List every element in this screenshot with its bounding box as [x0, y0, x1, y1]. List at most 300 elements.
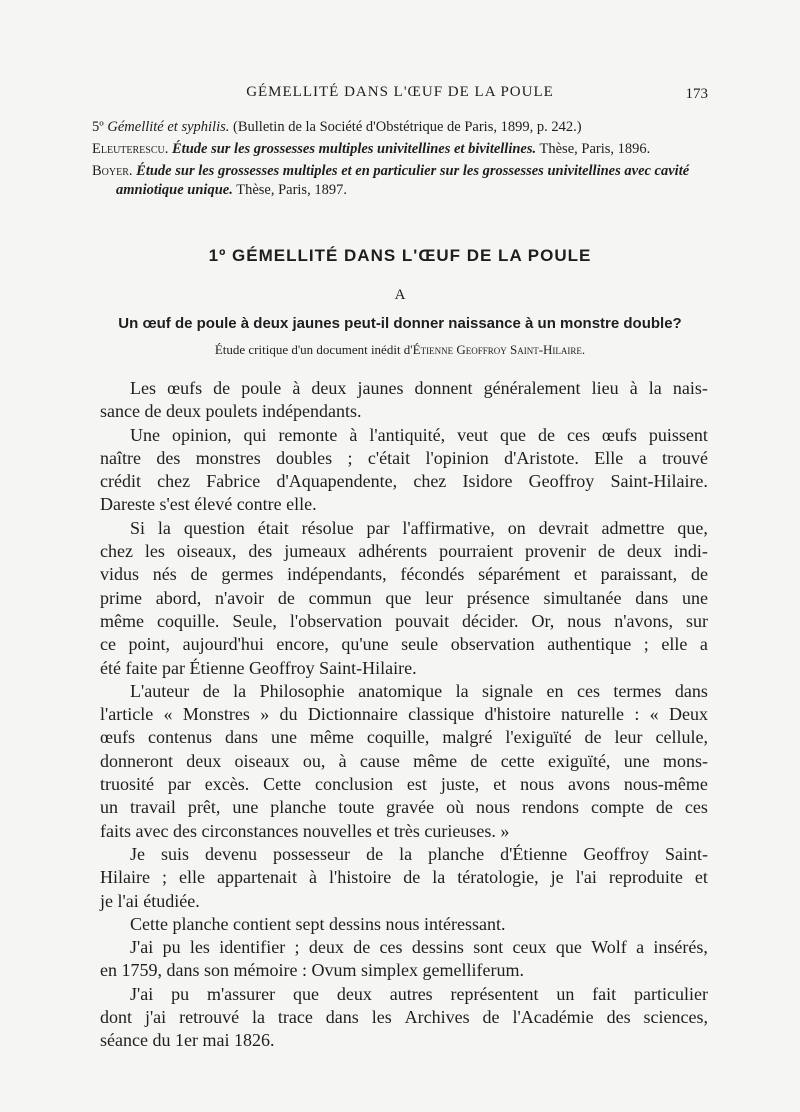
- text-line: [100, 983, 708, 1006]
- text-line: [100, 517, 708, 540]
- word: particulier: [634, 983, 708, 1004]
- word: trace: [277, 1007, 313, 1028]
- word: séparément: [478, 564, 561, 585]
- word: commun: [308, 587, 372, 608]
- word: sont: [473, 937, 504, 958]
- word: Les: [130, 378, 156, 398]
- word: une: [270, 727, 297, 748]
- word: la: [432, 867, 446, 888]
- word: poule: [241, 378, 282, 398]
- text-line: [100, 540, 708, 563]
- word: de: [655, 797, 673, 818]
- word: curieuses.: [424, 820, 501, 841]
- text-line: [100, 680, 708, 703]
- word: elle: [661, 634, 688, 655]
- word: point,: [128, 634, 171, 655]
- word: de: [353, 937, 371, 958]
- word: que: [555, 937, 582, 958]
- word: authentique: [547, 634, 632, 655]
- word: que: [500, 424, 527, 445]
- word: que: [385, 587, 412, 608]
- reference-title: Étude sur les grossesses multiples et en particulier sur les grossesses univitellines avec cavité amniotique unique.: [116, 163, 690, 198]
- word: contient: [232, 913, 296, 934]
- text-line: [100, 1006, 708, 1029]
- word: planche: [428, 843, 485, 864]
- word: a: [636, 937, 645, 958]
- word: la: [157, 517, 171, 538]
- word: remonte: [278, 424, 338, 445]
- word: en: [546, 680, 564, 701]
- word: cette: [500, 750, 535, 771]
- word: l'Académie: [512, 1007, 594, 1028]
- text-line: [100, 750, 708, 773]
- word: Deux: [669, 704, 708, 725]
- word: crédit: [100, 471, 141, 492]
- word: les: [371, 1007, 392, 1028]
- section-question: Un œuf de poule à deux jaunes peut-il donner naissance à un monstre double?: [118, 315, 682, 332]
- word: contenus: [147, 727, 212, 748]
- word: généralement: [483, 378, 581, 398]
- text-line: [100, 493, 708, 516]
- word: ce: [100, 634, 116, 655]
- word: la: [399, 843, 413, 864]
- word: Étienne: [189, 657, 249, 678]
- word: elle.: [286, 494, 317, 515]
- word: qu'une: [341, 634, 389, 655]
- word: rendons: [522, 797, 579, 818]
- word: Je: [130, 843, 145, 864]
- word: donneront: [100, 750, 173, 771]
- word: Geoffroy: [583, 843, 649, 864]
- word: nais-: [672, 378, 708, 398]
- word: Or,: [531, 610, 555, 631]
- word: Seule,: [232, 610, 277, 631]
- word: sance: [100, 401, 145, 422]
- word: je: [100, 890, 118, 911]
- text-line: [100, 447, 708, 470]
- word: nous: [520, 774, 555, 795]
- word: Saint-Hilaire.: [610, 471, 708, 492]
- word: la: [455, 680, 469, 701]
- word: travail: [129, 797, 176, 818]
- word: reproduite: [608, 867, 683, 888]
- word: c'était: [367, 447, 411, 468]
- word: d'Aristote.: [504, 447, 579, 468]
- word: trouvé: [661, 447, 708, 468]
- word: de: [538, 424, 555, 445]
- word: cause: [359, 750, 400, 771]
- word: fécondés: [400, 564, 465, 585]
- text-line: [100, 913, 708, 936]
- word: œufs: [601, 424, 637, 445]
- word: une: [682, 587, 708, 608]
- word: l'histoire: [328, 867, 392, 888]
- word: de: [403, 867, 421, 888]
- word: faits: [100, 820, 136, 841]
- word: des: [156, 447, 181, 468]
- word: l'opinion: [425, 447, 489, 468]
- word: décider.: [462, 610, 519, 631]
- word: Une: [130, 424, 160, 445]
- word: anatomique: [358, 680, 443, 701]
- word: a: [638, 447, 647, 468]
- reference-list: [92, 118, 708, 203]
- text-line: [100, 843, 708, 866]
- word: juste,: [440, 774, 480, 795]
- word: aujourd'hui: [182, 634, 264, 655]
- word: appartenait: [216, 867, 297, 888]
- word: Fabrice: [206, 471, 261, 492]
- word: de: [482, 1007, 500, 1028]
- word: même: [100, 610, 144, 631]
- word: œufs: [167, 378, 203, 398]
- word: prêt,: [187, 797, 221, 818]
- word: Geoffroy: [248, 657, 320, 678]
- word: et: [694, 867, 708, 888]
- word: indépendants.: [261, 401, 362, 422]
- word: m'assurer: [206, 983, 276, 1004]
- word: sur: [685, 610, 708, 631]
- word: classique: [408, 704, 475, 725]
- reference-item: [92, 140, 708, 159]
- word: ces: [566, 424, 590, 445]
- reference-item: [92, 118, 708, 137]
- word: du: [152, 1030, 175, 1051]
- word: J'ai: [130, 937, 154, 958]
- word: de: [690, 564, 708, 585]
- word: ;: [643, 634, 649, 655]
- word: exiguïté,: [547, 750, 611, 771]
- reference-title: Étude sur les grossesses multiples univitellines et bivitellines.: [168, 141, 537, 157]
- word: donnent: [414, 378, 473, 398]
- word: circonstances: [201, 820, 303, 841]
- reference-item: [92, 162, 708, 200]
- text-line: [100, 400, 708, 423]
- text-line: [100, 587, 708, 610]
- word: la: [251, 1007, 265, 1028]
- word: pouvait: [395, 610, 450, 631]
- word: dont: [100, 1007, 133, 1028]
- text-line: [100, 703, 708, 726]
- word: termes: [613, 680, 662, 701]
- word: par: [366, 517, 390, 538]
- word: »: [500, 820, 510, 841]
- word: identifier: [219, 937, 286, 958]
- word: de: [202, 680, 220, 701]
- word: Cette: [263, 774, 302, 795]
- word: signale: [482, 680, 534, 701]
- word: Saint-Hilaire.: [319, 657, 417, 678]
- word: l'ai: [575, 867, 597, 888]
- word: mons-: [663, 750, 708, 771]
- word: des: [606, 1007, 631, 1028]
- word: coquille.: [156, 610, 220, 631]
- word: Philosophie: [259, 680, 345, 701]
- word: l'article: [100, 704, 154, 725]
- text-line: [100, 890, 708, 913]
- section-subtitle: [0, 342, 800, 358]
- word: 1826.: [233, 1030, 275, 1051]
- word: mai: [202, 1030, 234, 1051]
- word: oiseaux: [234, 750, 290, 771]
- word: autres: [389, 983, 433, 1004]
- text-line: [100, 866, 708, 889]
- word: séance: [100, 1030, 153, 1051]
- word: été: [100, 657, 126, 678]
- word: germes: [221, 564, 274, 585]
- word: par: [161, 657, 190, 678]
- word: jumeaux: [284, 541, 347, 562]
- word: de: [584, 727, 602, 748]
- word: truosité: [100, 774, 154, 795]
- word: contre: [236, 494, 287, 515]
- text-line: [100, 1029, 708, 1052]
- word: Ovum: [311, 960, 362, 981]
- word: indépendants,: [287, 564, 387, 585]
- word: planche: [270, 797, 327, 818]
- word: question: [183, 517, 245, 538]
- word: que,: [677, 517, 708, 538]
- word: abord,: [155, 587, 202, 608]
- word: pu: [171, 983, 190, 1004]
- word: naître: [100, 447, 141, 468]
- word: devenu: [205, 843, 258, 864]
- word: nés: [152, 564, 177, 585]
- reference-details: Thèse, Paris, 1897.: [232, 182, 347, 198]
- word: possesseur: [273, 843, 351, 864]
- word: admettre: [601, 517, 665, 538]
- word: puissent: [648, 424, 708, 445]
- word: devrait: [538, 517, 589, 538]
- word: simplex: [361, 960, 423, 981]
- reference-author: Boyer.: [92, 163, 133, 179]
- word: opinion,: [171, 424, 232, 445]
- word: insérés,: [653, 937, 708, 958]
- word: deux: [336, 983, 372, 1004]
- word: vidus: [100, 564, 140, 585]
- word: ces: [684, 797, 708, 818]
- word: Wolf: [591, 937, 627, 958]
- word: toute: [338, 797, 375, 818]
- word: planche: [172, 913, 233, 934]
- word: ;: [347, 447, 353, 468]
- word: deux: [311, 378, 347, 398]
- word: retrouvé: [179, 1007, 240, 1028]
- word: encore,: [276, 634, 329, 655]
- word: à: [629, 378, 638, 398]
- word: de: [213, 378, 231, 398]
- word: est: [406, 774, 427, 795]
- word: deux: [308, 937, 344, 958]
- word: excès.: [204, 774, 250, 795]
- body-text: [100, 377, 708, 1053]
- word: l'ai: [117, 890, 144, 911]
- reference-details: (Bulletin de la Société d'Obstétrique de Paris, 1899, p. 242.): [229, 119, 582, 135]
- word: avec: [135, 820, 173, 841]
- word: conclusion: [315, 774, 394, 795]
- word: gravée: [386, 797, 435, 818]
- word: était: [257, 517, 289, 538]
- word: sciences,: [643, 1007, 708, 1028]
- word: du: [279, 704, 298, 725]
- word: nouvelles: [302, 820, 377, 841]
- word: Saint-: [664, 843, 708, 864]
- word: résolue: [301, 517, 354, 538]
- word: une: [623, 750, 650, 771]
- word: «: [649, 704, 659, 725]
- word: dans: [166, 960, 204, 981]
- word: représentent: [450, 983, 539, 1004]
- word: Isidore: [462, 471, 513, 492]
- word: nous: [476, 797, 511, 818]
- word: ceux: [512, 937, 547, 958]
- text-line: [100, 936, 708, 959]
- word: d'Étienne: [500, 843, 568, 864]
- word: chez: [413, 471, 447, 492]
- word: poulets: [205, 401, 262, 422]
- word: son: [204, 960, 234, 981]
- word: et: [573, 564, 587, 585]
- word: étudiée.: [143, 890, 200, 911]
- word: :: [302, 960, 312, 981]
- word: très: [393, 820, 425, 841]
- word: Geoffroy: [528, 471, 595, 492]
- word: 1er: [174, 1030, 203, 1051]
- word: Archives: [404, 1007, 470, 1028]
- word: et: [376, 820, 394, 841]
- word: oiseaux,: [176, 541, 237, 562]
- word: observation: [450, 634, 535, 655]
- word: lieu: [591, 378, 619, 398]
- section-title: 1º GÉMELLITÉ DANS L'ŒUF DE LA POULE: [208, 246, 592, 265]
- word: ;: [294, 937, 300, 958]
- word: elle: [179, 867, 205, 888]
- word: deux: [186, 750, 222, 771]
- word: dans: [674, 680, 708, 701]
- word: des: [172, 820, 202, 841]
- word: paraissant,: [600, 564, 678, 585]
- text-line: [100, 610, 708, 633]
- word: mémoire: [233, 960, 302, 981]
- word: Cette: [130, 913, 173, 934]
- word: cellule,: [655, 727, 708, 748]
- word: Dictionnaire: [307, 704, 398, 725]
- text-line: [100, 726, 708, 749]
- word: à: [338, 750, 347, 771]
- word: deux: [626, 541, 662, 562]
- word: les: [189, 937, 210, 958]
- text-line: [100, 959, 708, 982]
- word: gemelliferum.: [422, 960, 524, 981]
- word: :: [634, 704, 640, 725]
- word: que: [293, 983, 320, 1004]
- word: »: [260, 704, 270, 725]
- word: «: [163, 704, 173, 725]
- word: indi-: [673, 541, 708, 562]
- word: fait: [592, 983, 617, 1004]
- word: leur: [614, 727, 643, 748]
- word: un: [556, 983, 575, 1004]
- word: l'antiquité,: [369, 424, 446, 445]
- word: Elle: [594, 447, 624, 468]
- section-letter: A: [394, 287, 406, 303]
- reference-prefix: 5º: [92, 119, 108, 135]
- word: Si: [130, 517, 146, 538]
- word: d'histoire: [484, 704, 551, 725]
- text-line: [100, 377, 708, 400]
- page-number: 173: [685, 86, 708, 102]
- word: œufs: [100, 727, 135, 748]
- word: l'affirmative,: [402, 517, 495, 538]
- word: Hilaire: [100, 867, 150, 888]
- subtitle-author: Étienne Geoffroy Saint-Hilaire.: [412, 342, 586, 357]
- text-line: [100, 820, 708, 843]
- word: n'avoir: [214, 587, 265, 608]
- text-line: [100, 470, 708, 493]
- word: jaunes: [357, 378, 404, 398]
- reference-details: Thèse, Paris, 1896.: [536, 141, 651, 157]
- word: même: [309, 727, 354, 748]
- word: où: [446, 797, 465, 818]
- word: naturelle: [561, 704, 624, 725]
- word: compte: [590, 797, 644, 818]
- word: nous: [385, 913, 424, 934]
- word: de: [190, 564, 208, 585]
- word: nous: [567, 610, 602, 631]
- word: suis: [161, 843, 190, 864]
- subtitle-text: Étude critique d'un document inédit d': [214, 342, 413, 357]
- word: ;: [161, 867, 167, 888]
- word: de: [144, 401, 166, 422]
- running-head: GÉMELLITÉ DANS L'ŒUF DE LA POULE: [246, 84, 554, 100]
- word: prime: [100, 587, 142, 608]
- word: doubles: [276, 447, 333, 468]
- word: malgré: [442, 727, 493, 748]
- word: sept: [295, 913, 329, 934]
- word: de: [366, 843, 384, 864]
- word: leur: [425, 587, 454, 608]
- word: élevé: [194, 494, 237, 515]
- word: j'ai: [144, 1007, 167, 1028]
- word: s'est: [159, 494, 195, 515]
- word: d'Aquapendente,: [276, 471, 398, 492]
- word: ou,: [302, 750, 326, 771]
- word: dans: [325, 1007, 359, 1028]
- word: présence: [466, 587, 530, 608]
- word: des: [248, 541, 273, 562]
- word: adhérents: [358, 541, 428, 562]
- word: 1759,: [121, 960, 167, 981]
- word: seule: [401, 634, 439, 655]
- word: de: [470, 750, 488, 771]
- word: avons: [568, 774, 610, 795]
- word: a: [699, 634, 708, 655]
- word: veut: [457, 424, 489, 445]
- word: chez: [100, 541, 133, 562]
- word: dessins: [328, 913, 386, 934]
- word: faite: [125, 657, 162, 678]
- word: pourraient: [439, 541, 514, 562]
- word: l'observation: [289, 610, 383, 631]
- word: tératologie,: [457, 867, 539, 888]
- word: et: [493, 774, 507, 795]
- word: une: [232, 797, 259, 818]
- word: simultanée: [543, 587, 622, 608]
- word: ces: [379, 937, 403, 958]
- word: dans: [635, 587, 669, 608]
- word: J'ai: [130, 983, 154, 1004]
- word: en: [100, 960, 122, 981]
